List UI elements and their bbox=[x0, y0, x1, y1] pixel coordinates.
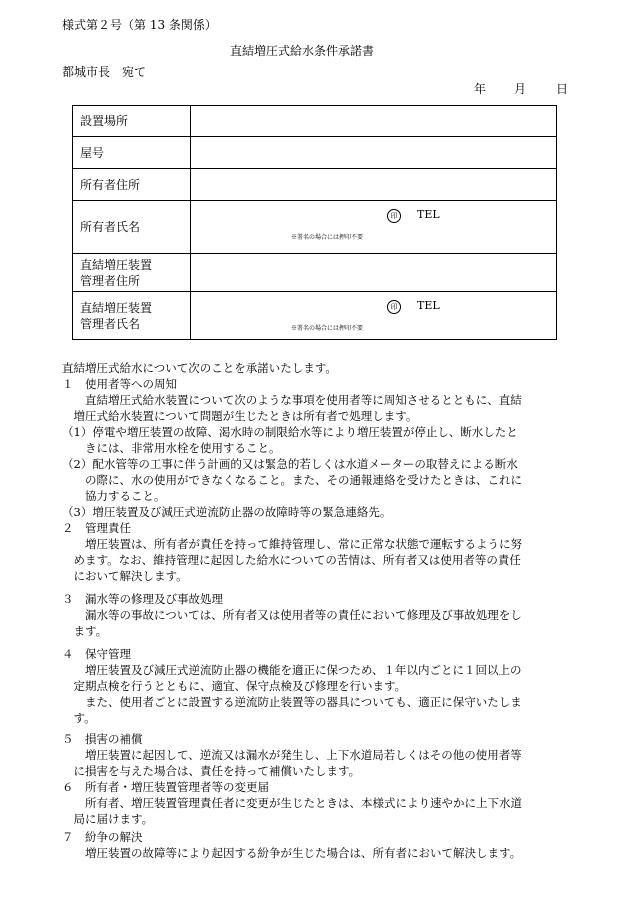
section-heading: ２ 管理責任 bbox=[62, 521, 131, 535]
table-row bbox=[73, 292, 557, 340]
body-line: 増圧装置の故障等により起因する紛争が生じた場合は、所有者において解決します。 bbox=[62, 846, 522, 860]
body-line: 定期点検を行うとともに、適宜、保守点検及び修理を行います。 bbox=[62, 679, 407, 693]
body-line: （1）停電や増圧装置の故障、渇水時の制限給水等により増圧装置が停止し、断水したと bbox=[62, 425, 518, 439]
section-heading: ３ 漏水等の修理及び事故処理 bbox=[62, 592, 223, 606]
owner-address-field[interactable] bbox=[191, 169, 557, 201]
application-form-table bbox=[72, 105, 557, 340]
section-heading: ７ 紛争の解決 bbox=[62, 830, 143, 844]
manager-address-label bbox=[73, 254, 191, 292]
date-year-label: 年 bbox=[474, 82, 487, 96]
body-line: の際に、水の使用ができなくなること。また、その通報連絡を受けたときは、これに bbox=[62, 473, 522, 487]
signature-note: ※署名の場合には押印不要 bbox=[291, 234, 364, 241]
owner-address-label: 所有者住所 bbox=[73, 169, 191, 201]
owner-name-field[interactable] bbox=[191, 201, 557, 254]
body-line: また、使用者ごとに設置する逆流防止装置等の器具についても、適正に保守いたしま bbox=[62, 695, 522, 709]
installation-site-label: 設置場所 bbox=[73, 106, 191, 137]
body-line: 直結増圧式給水装置について次のような事項を使用者等に周知させるとともに、直結 bbox=[62, 393, 522, 407]
seal-mark-icon: 印 bbox=[387, 209, 401, 223]
body-line: 増圧装置及び減圧式逆流防止器の機能を適正に保つため、１年以内ごとに１回以上の bbox=[62, 663, 522, 677]
manager-name-field[interactable] bbox=[191, 292, 557, 340]
body-line: 増圧装置に起因して、逆流又は漏水が発生し、上下水道局若しくはその他の使用者等 bbox=[62, 748, 522, 762]
table-row bbox=[73, 137, 557, 169]
manager-address-label-line1: 直結増圧装置 bbox=[80, 257, 153, 272]
manager-name-label-line1: 直結増圧装置 bbox=[80, 300, 153, 315]
tel-label: TEL bbox=[417, 299, 440, 312]
body-line: （3）増圧装置及び減圧式逆流防止器の故障時等の緊急連絡先。 bbox=[62, 505, 392, 519]
body-line: （2）配水管等の工事に伴う計画的又は緊急的若しくは水道メーターの取替えによる断水 bbox=[62, 457, 518, 471]
table-row bbox=[73, 254, 557, 292]
section-heading: ４ 保守管理 bbox=[62, 647, 131, 661]
manager-name-label bbox=[73, 292, 191, 340]
addressee: 都城市長 宛て bbox=[62, 65, 147, 79]
table-row bbox=[73, 201, 557, 254]
section-heading: １ 使用者等への周知 bbox=[62, 377, 177, 391]
trade-name-field[interactable] bbox=[191, 137, 557, 169]
section-heading: ５ 損害の補償 bbox=[62, 732, 143, 746]
body-line: において解決します。 bbox=[62, 569, 188, 583]
tel-label: TEL bbox=[417, 208, 440, 221]
seal-mark-icon: 印 bbox=[387, 300, 401, 314]
table-row bbox=[73, 169, 557, 201]
section-heading: ６ 所有者・増圧装置管理者等の変更届 bbox=[62, 780, 269, 794]
date-day-label: 日 bbox=[556, 82, 569, 96]
body-line: めます。なお、維持管理に起因した給水についての苦情は、所有者又は使用者等の責任 bbox=[62, 553, 521, 567]
body-line: す。 bbox=[62, 711, 96, 725]
body-line: 局に届けます。 bbox=[62, 812, 154, 826]
table-row bbox=[73, 106, 557, 137]
manager-name-label-line2: 管理者氏名 bbox=[80, 316, 141, 331]
body-line: に損害を与えた場合は、責任を持って補償いたします。 bbox=[62, 764, 361, 778]
signature-note: ※署名の場合には押印不要 bbox=[291, 325, 364, 332]
body-line: 所有者、増圧装置管理責任者に変更が生じたときは、本様式により速やかに上下水道 bbox=[62, 796, 522, 810]
document-title: 直結増圧式給水条件承諾書 bbox=[230, 44, 375, 58]
owner-name-label: 所有者氏名 bbox=[73, 201, 191, 254]
form-number: 様式第２号（第 13 条関係） bbox=[62, 18, 217, 32]
installation-site-field[interactable] bbox=[191, 106, 557, 137]
body-line: 漏水等の事故については、所有者又は使用者等の責任において修理及び事故処理をし bbox=[62, 608, 522, 622]
trade-name-label: 屋号 bbox=[73, 137, 191, 169]
manager-address-label-line2: 管理者住所 bbox=[80, 273, 141, 288]
body-line: ます。 bbox=[62, 624, 108, 638]
body-line: 増圧式給水装置について問題が生じたときは所有者で処理します。 bbox=[62, 409, 418, 423]
body-line: 増圧装置は、所有者が責任を持って維持管理し、常に正常な状態で運転するように努 bbox=[62, 537, 522, 551]
intro-line: 直結増圧式給水について次のことを承諾いたします。 bbox=[62, 361, 337, 375]
body-line: 協力すること。 bbox=[62, 489, 166, 503]
body-line: きには、非常用水栓を使用すること。 bbox=[62, 441, 281, 455]
manager-address-field[interactable] bbox=[191, 254, 557, 292]
date-month-label: 月 bbox=[514, 82, 527, 96]
